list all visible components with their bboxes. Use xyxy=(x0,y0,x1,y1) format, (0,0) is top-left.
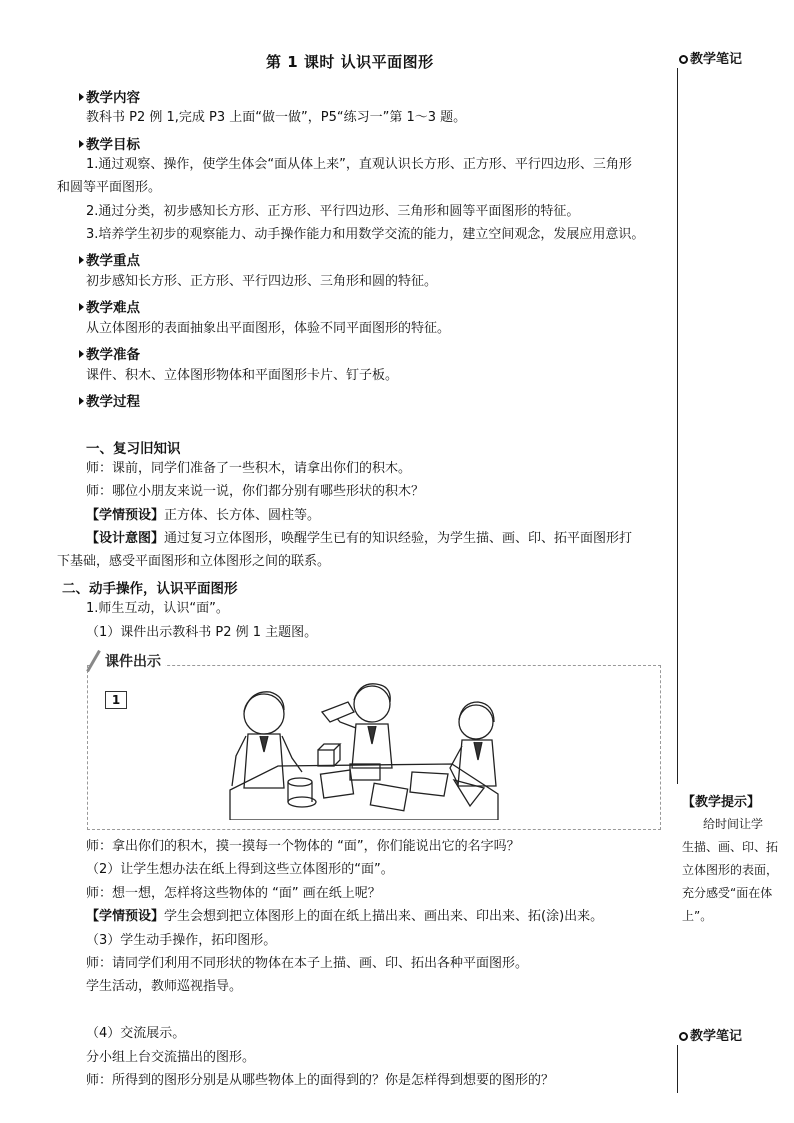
triangle-bullet-icon xyxy=(79,93,84,101)
part2-line: 分小组上台交流描出的图形。 xyxy=(86,1050,256,1065)
margin-note-header-top xyxy=(679,48,742,67)
circle-icon xyxy=(679,55,688,64)
triangle-bullet-icon xyxy=(79,397,84,405)
margin-divider-top xyxy=(677,68,678,784)
section-heading-content: 教学内容 xyxy=(79,86,140,106)
section-heading-key: 教学重点 xyxy=(79,249,140,269)
goal-3: 3.培养学生初步的观察能力、动手操作能力和用数学交流的能力，建立空间观念，发展应用意识。 xyxy=(86,227,645,242)
part2-line: （2）让学生想办法在纸上得到这些立体图形的“面”。 xyxy=(86,862,394,877)
teaching-tip-line: 立体图形的表面， xyxy=(682,863,779,877)
circle-icon xyxy=(679,1032,688,1041)
tag-learning-preset: 【学情预设】 xyxy=(86,909,165,924)
part1-line: 下基础，感受平面图形和立体图形之间的联系。 xyxy=(57,554,331,569)
teaching-tip-line: 给时间让学 xyxy=(703,817,764,831)
courseware-label: 课件出示 xyxy=(91,651,165,671)
part1-heading: 一、复习旧知识 xyxy=(86,441,181,457)
part2-line: 学生活动，教师巡视指导。 xyxy=(86,979,243,994)
page-title: 第 1 课时 认识平面图形 xyxy=(266,53,434,71)
teaching-tip-line: 上”。 xyxy=(682,909,713,923)
margin-note-label: 教学笔记 xyxy=(690,52,743,67)
part2-line: 【学情预设】学生会想到把立体图形上的面在纸上描出来、画出来、印出来、拓(涂)出来。 xyxy=(86,909,604,924)
teaching-tip-heading: 【教学提示】 xyxy=(682,795,761,810)
teaching-tip-line: 充分感受“面在体 xyxy=(682,886,773,900)
margin-note-header-bottom xyxy=(679,1025,742,1044)
tag-learning-preset: 【学情预设】 xyxy=(86,508,165,523)
part2-line: （4）交流展示。 xyxy=(86,1026,186,1041)
example-number-badge: 1 xyxy=(105,691,127,709)
margin-note-label: 教学笔记 xyxy=(690,1029,743,1044)
part1-line: 【学情预设】正方体、长方体、圆柱等。 xyxy=(86,508,321,523)
key-text: 初步感知长方形、正方形、平行四边形、三角形和圆的特征。 xyxy=(86,274,438,289)
section-heading-difficulty: 教学难点 xyxy=(79,296,140,316)
triangle-bullet-icon xyxy=(79,350,84,358)
prep-text: 课件、积木、立体图形物体和平面图形卡片、钉子板。 xyxy=(86,368,399,383)
triangle-bullet-icon xyxy=(79,256,84,264)
content-text: 教科书 P2 例 1,完成 P3 上面“做一做”，P5“练习一”第 1～3 题。 xyxy=(86,110,467,125)
part1-line: 师：哪位小朋友来说一说，你们都分别有哪些形状的积木？ xyxy=(86,484,425,499)
section-heading-goals: 教学目标 xyxy=(79,133,140,153)
teaching-tip-line: 生描、画、印、拓 xyxy=(682,840,779,854)
part2-line: （3）学生动手操作，拓印图形。 xyxy=(86,933,277,948)
triangle-bullet-icon xyxy=(79,140,84,148)
part1-line: 师：课前，同学们准备了一些积木，请拿出你们的积木。 xyxy=(86,461,412,476)
part2-heading: 二、动手操作，认识平面图形 xyxy=(62,581,238,597)
part2-line: 师：想一想，怎样将这些物体的 “面” 画在纸上呢？ xyxy=(86,886,381,901)
section-heading-prep: 教学准备 xyxy=(79,343,140,363)
part2-line: 师：请同学们利用不同形状的物体在本子上描、画、印、拓出各种平面图形。 xyxy=(86,956,529,971)
margin-divider-bottom xyxy=(677,1045,678,1093)
slash-icon xyxy=(86,650,101,672)
part2-line: 1.师生互动，认识“面”。 xyxy=(86,601,229,616)
part2-line: 师：所得到的图形分别是从哪些物体上的面得到的？你是怎样得到想要的图形的？ xyxy=(86,1073,555,1088)
section-heading-process: 教学过程 xyxy=(79,390,140,410)
goal-2: 2.通过分类，初步感知长方形、正方形、平行四边形、三角形和圆等平面图形的特征。 xyxy=(86,204,580,219)
difficulty-text: 从立体图形的表面抽象出平面图形，体验不同平面图形的特征。 xyxy=(86,321,451,336)
tag-design-intent: 【设计意图】 xyxy=(86,531,165,546)
triangle-bullet-icon xyxy=(79,303,84,311)
part2-line: （1）课件出示教科书 P2 例 1 主题图。 xyxy=(86,625,318,640)
classroom-illustration xyxy=(222,676,502,820)
goal-1b: 和圆等平面图形。 xyxy=(57,180,162,195)
part1-line: 【设计意图】通过复习立体图形，唤醒学生已有的知识经验，为学生描、画、印、拓平面图形打 xyxy=(86,531,633,546)
part2-line: 师：拿出你们的积木，摸一摸每一个物体的 “面”，你们能说出它的名字吗？ xyxy=(86,839,520,854)
goal-1a: 1.通过观察、操作，使学生体会“面从体上来”，直观认识长方形、正方形、平行四边形、三角形 xyxy=(86,157,632,172)
